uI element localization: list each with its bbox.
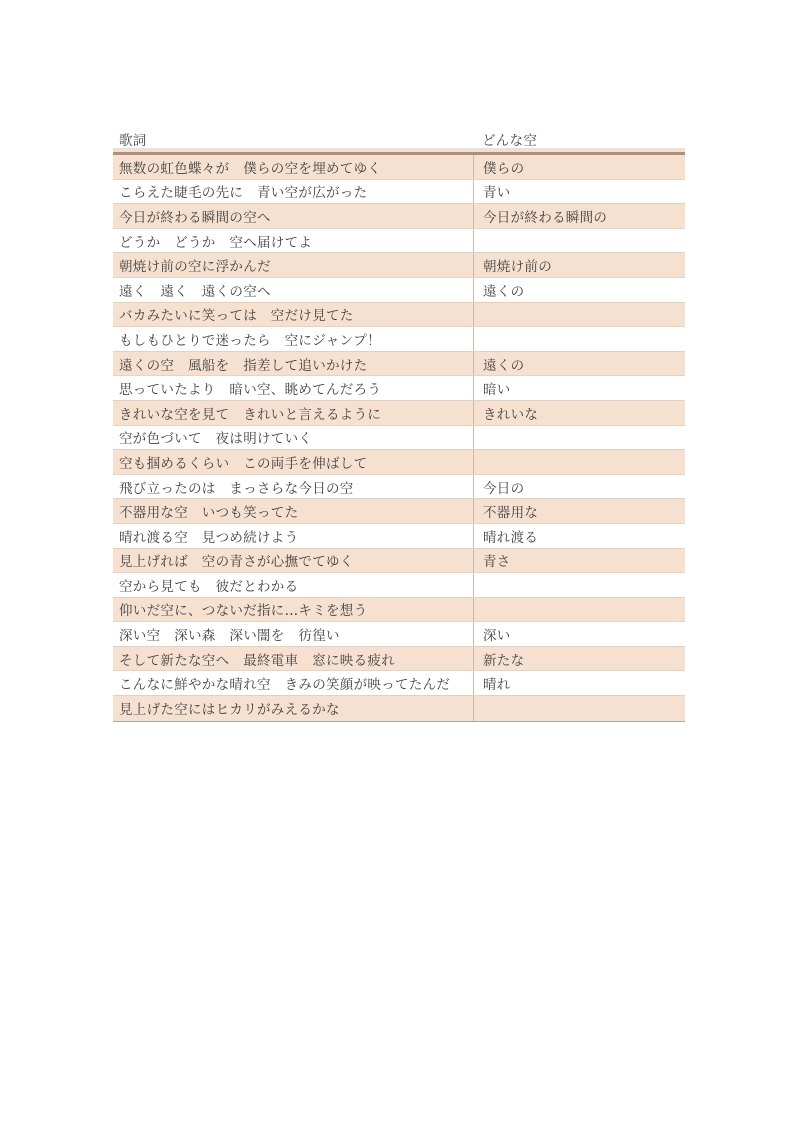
sky-cell: 晴れ <box>473 671 685 695</box>
table-row <box>113 450 685 475</box>
sky-cell: 今日の <box>473 475 685 499</box>
sky-cell <box>473 303 685 327</box>
table-row <box>113 475 685 500</box>
lyrics-sky-table <box>113 126 685 722</box>
table-row <box>113 303 685 328</box>
table-row <box>113 352 685 377</box>
sky-cell: 深い <box>473 622 685 646</box>
lyric-cell: 不器用な空 いつも笑ってた <box>119 505 299 522</box>
sky-cell <box>473 327 685 351</box>
table-row <box>113 499 685 524</box>
lyric-cell: どうか どうか 空へ届けてよ <box>119 234 313 251</box>
sky-cell <box>473 450 685 474</box>
sky-cell: 暗い <box>473 376 685 400</box>
table-row <box>113 524 685 549</box>
table-header-row <box>113 126 685 155</box>
lyric-cell: 見上げた空にはヒカリがみえるかな <box>119 702 340 719</box>
sky-cell: きれいな <box>473 401 685 425</box>
table-row <box>113 426 685 451</box>
sky-cell: 僕らの <box>473 155 685 179</box>
table-row <box>113 155 685 180</box>
table-row <box>113 573 685 598</box>
lyric-cell: 無数の虹色蝶々が 僕らの空を埋めてゆく <box>119 160 382 177</box>
sky-cell <box>473 696 685 721</box>
sky-cell <box>473 229 685 253</box>
sky-cell <box>473 598 685 622</box>
lyric-cell: 晴れ渡る空 見つめ続けよう <box>119 529 299 546</box>
table-body <box>113 155 685 722</box>
lyric-cell: 空が色づいて 夜は明けていく <box>119 431 313 448</box>
lyric-cell: もしもひとりで迷ったら 空にジャンプ！ <box>119 332 381 349</box>
table-row <box>113 622 685 647</box>
table-row <box>113 229 685 254</box>
lyric-cell: 朝焼け前の空に浮かんだ <box>119 259 271 276</box>
table-row <box>113 278 685 303</box>
col-header-sky: どんな空 <box>482 133 538 149</box>
sky-cell <box>473 426 685 450</box>
sky-cell: 青い <box>473 180 685 204</box>
lyric-cell: 仰いだ空に、つないだ指に…キミを想う <box>119 603 368 620</box>
sky-cell: 朝焼け前の <box>473 253 685 277</box>
table-row <box>113 376 685 401</box>
table-row <box>113 180 685 205</box>
lyric-cell: 見上げれば 空の青さが心撫でてゆく <box>119 554 354 571</box>
sky-cell: 晴れ渡る <box>473 524 685 548</box>
lyric-cell: 深い空 深い森 深い闇を 彷徨い <box>119 628 340 645</box>
table-row <box>113 549 685 574</box>
lyric-cell: 空から見ても 彼だとわかる <box>119 578 299 595</box>
sky-cell: 今日が終わる瞬間の <box>473 204 685 228</box>
lyric-cell: 飛び立ったのは まっさらな今日の空 <box>119 480 354 497</box>
sky-cell <box>473 573 685 597</box>
table-row <box>113 671 685 696</box>
lyric-cell: 空も掴めるくらい この両手を伸ばして <box>119 455 368 472</box>
lyric-cell: 遠く 遠く 遠くの空へ <box>119 283 271 300</box>
sky-cell: 新たな <box>473 647 685 671</box>
lyric-cell: 遠くの空 風船を 指差して追いかけた <box>119 357 368 374</box>
table-row <box>113 327 685 352</box>
sky-cell: 遠くの <box>473 278 685 302</box>
lyric-cell: こらえた睫毛の先に 青い空が広がった <box>119 185 368 202</box>
lyric-cell: そして新たな空へ 最終電車 窓に映る疲れ <box>119 652 395 669</box>
sky-cell: 青さ <box>473 549 685 573</box>
sky-cell: 不器用な <box>473 499 685 523</box>
lyric-cell: きれいな空を見て きれいと言えるように <box>119 406 382 423</box>
table-row <box>113 598 685 623</box>
table-row <box>113 401 685 426</box>
table-row <box>113 204 685 229</box>
sky-cell: 遠くの <box>473 352 685 376</box>
table-row <box>113 253 685 278</box>
lyric-cell: こんなに鮮やかな晴れ空 きみの笑顔が映ってたんだ <box>119 677 451 694</box>
lyric-cell: 今日が終わる瞬間の空へ <box>119 209 271 226</box>
lyric-cell: バカみたいに笑っては 空だけ見てた <box>119 308 354 325</box>
table-row <box>113 647 685 672</box>
lyric-cell: 思っていたより 暗い空、眺めてんだろう <box>119 382 382 399</box>
col-header-lyrics: 歌詞 <box>119 133 147 149</box>
table-row <box>113 696 685 721</box>
